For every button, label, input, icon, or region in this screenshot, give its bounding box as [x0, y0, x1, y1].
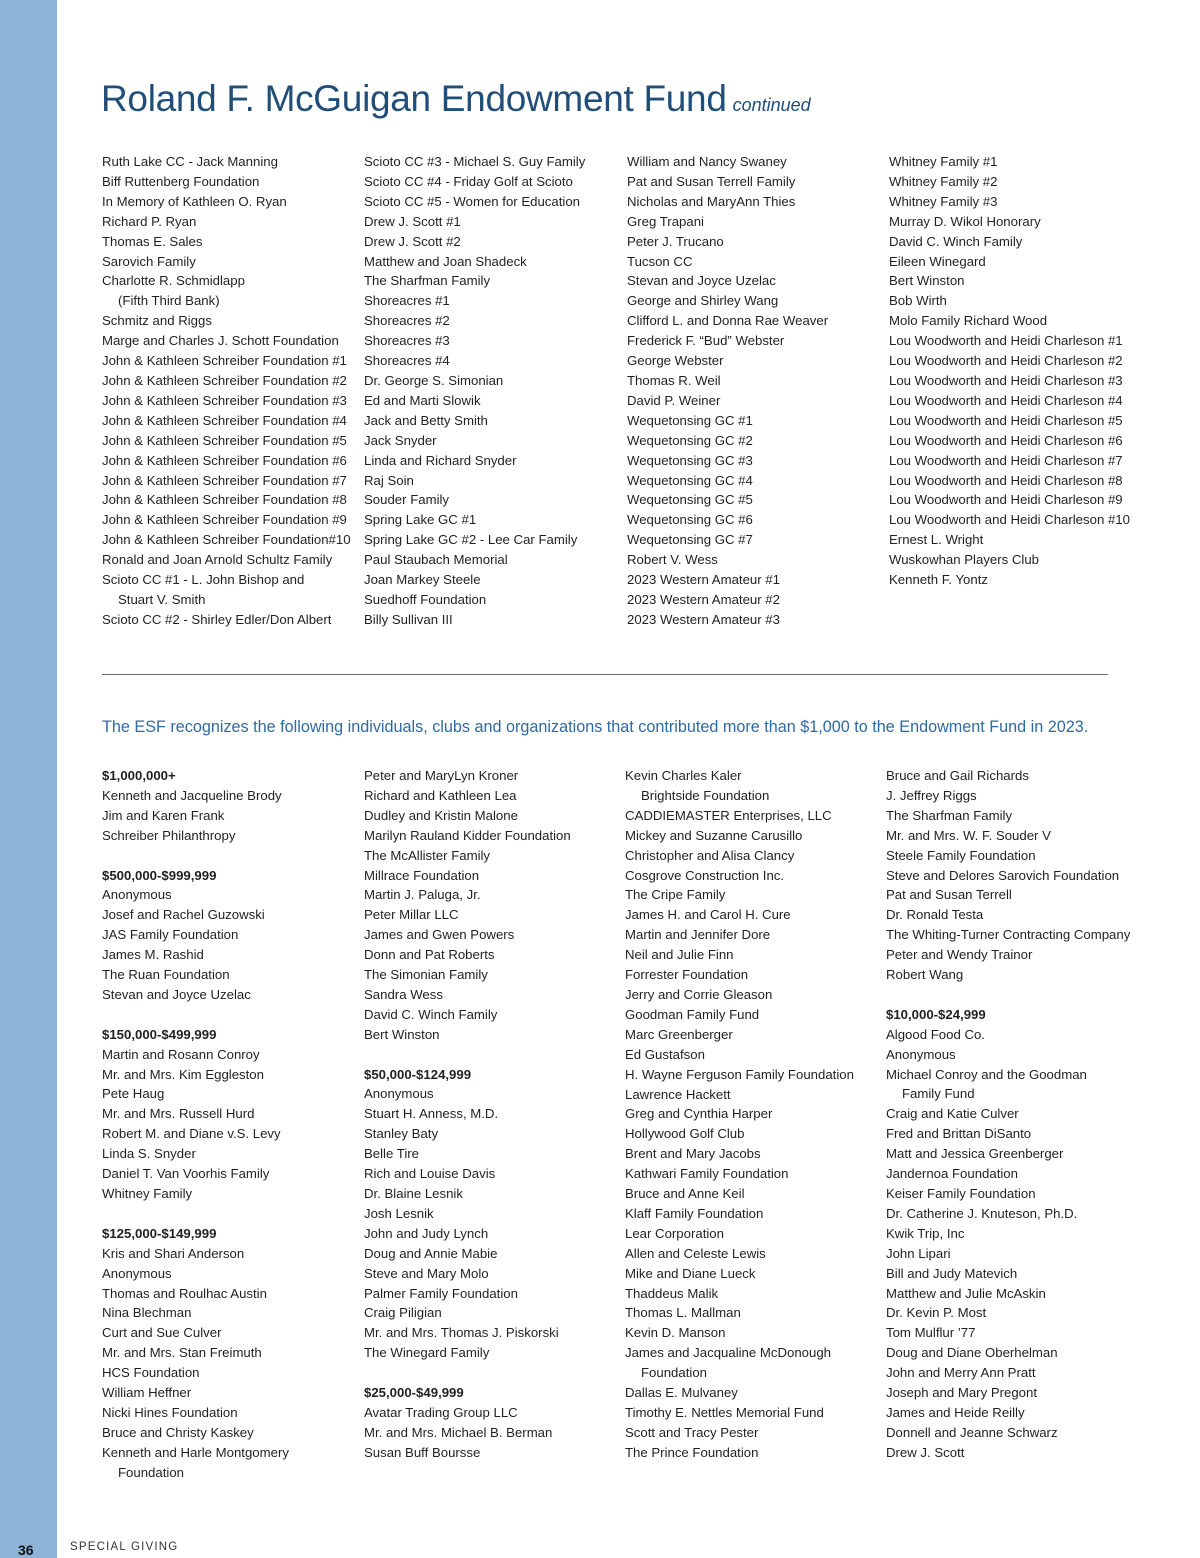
donor-name: John & Kathleen Schreiber Foundation #8: [102, 492, 347, 508]
donor-name: Scioto CC #1 - L. John Bishop and: [102, 572, 305, 588]
spacer: [364, 1045, 622, 1065]
donor-name: Kenneth F. Yontz: [889, 572, 988, 588]
donor-name: Schmitz and Riggs: [102, 313, 212, 329]
donor-name: William Heffner: [102, 1385, 192, 1401]
donor-name: Marilyn Rauland Kidder Foundation: [364, 827, 571, 843]
donor-name: Curt and Sue Culver: [102, 1325, 222, 1341]
donor-name: Paul Staubach Memorial: [364, 552, 508, 568]
donor-name: Kevin D. Manson: [625, 1325, 726, 1341]
donor-name: CADDIEMASTER Enterprises, LLC: [625, 807, 832, 823]
donor-name: James and Heide Reilly: [886, 1404, 1025, 1420]
donor-name: George and Shirley Wang: [627, 293, 779, 309]
donor-name: 2023 Western Amateur #3: [627, 611, 780, 627]
donor-name: Billy Sullivan III: [364, 611, 453, 627]
donor-name: JAS Family Foundation: [102, 927, 239, 943]
donor-name: Mr. and Mrs. Michael B. Berman: [364, 1424, 553, 1440]
page-title: [101, 78, 811, 120]
donor-name: John & Kathleen Schreiber Foundation #9: [102, 512, 347, 528]
donor-name: Belle Tire: [364, 1146, 419, 1162]
donor-name: Shoreacres #4: [364, 353, 450, 369]
donor-name: Frederick F. “Bud” Webster: [627, 333, 785, 349]
donor-name: Matthew and Julie McAskin: [886, 1285, 1046, 1301]
donor-name: Whitney Family #1: [889, 154, 998, 169]
donor-name: James M. Rashid: [102, 947, 204, 963]
donor-name: Algood Food Co.: [886, 1026, 985, 1042]
donor-name: Dallas E. Mulvaney: [625, 1385, 738, 1401]
donor-name: Scioto CC #4 - Friday Golf at Scioto: [364, 173, 573, 189]
donor-name: Dudley and Kristin Malone: [364, 807, 518, 823]
donor-name: Wuskowhan Players Club: [889, 552, 1040, 568]
donor-name: Whitney Family #2: [889, 173, 998, 189]
donor-name: Clifford L. and Donna Rae Weaver: [627, 313, 829, 329]
donor-name: Pat and Susan Terrell Family: [627, 173, 796, 189]
donor-name: Brent and Mary Jacobs: [625, 1146, 761, 1162]
donor-name: Steve and Delores Sarovich Foundation: [886, 867, 1120, 883]
donor-name: John & Kathleen Schreiber Foundation #6: [102, 452, 347, 468]
donor-name: Wequetonsing GC #3: [627, 452, 753, 468]
donor-name: Lou Woodworth and Heidi Charleson #7: [889, 452, 1123, 468]
donor-name: Family Fund: [902, 1086, 975, 1102]
donor-name: John & Kathleen Schreiber Foundation #3: [102, 392, 347, 408]
donor-name: Foundation: [118, 1464, 184, 1480]
donor-name: Lou Woodworth and Heidi Charleson #9: [889, 492, 1123, 508]
donor-name: Whitney Family #3: [889, 193, 998, 209]
donor-name: Wequetonsing GC #1: [627, 412, 753, 428]
donor-name: Sarovich Family: [102, 253, 196, 269]
donor-name: Craig Piligian: [364, 1305, 442, 1321]
spacer: [102, 1005, 360, 1025]
donor-name: Avatar Trading Group LLC: [364, 1404, 518, 1420]
donor-name: Joan Markey Steele: [364, 572, 481, 588]
donor-name: Bruce and Anne Keil: [625, 1186, 745, 1202]
section-divider: [102, 674, 1108, 675]
donor-name: Greg and Cynthia Harper: [625, 1106, 773, 1122]
donor-name: Donnell and Jeanne Schwarz: [886, 1424, 1058, 1440]
donor-name: Linda and Richard Snyder: [364, 452, 517, 468]
donor-name: Linda S. Snyder: [102, 1146, 196, 1162]
donor-name: Scioto CC #3 - Michael S. Guy Family: [364, 154, 586, 169]
donor-name: Kathwari Family Foundation: [625, 1166, 789, 1182]
donor-name: Marc Greenberger: [625, 1026, 733, 1042]
contributors-column-2: [364, 766, 622, 1463]
donor-name: Steve and Mary Molo: [364, 1265, 489, 1281]
donor-name: Spring Lake GC #2 - Lee Car Family: [364, 532, 578, 548]
donor-name: Cosgrove Construction Inc.: [625, 867, 785, 883]
donor-name: Anonymous: [102, 1265, 172, 1281]
donor-name: Dr. George S. Simonian: [364, 372, 504, 388]
donor-name: Stuart H. Anness, M.D.: [364, 1106, 499, 1122]
tier-heading: $10,000-$24,999: [886, 1006, 986, 1022]
donor-name: Matthew and Joan Shadeck: [364, 253, 527, 269]
donor-name: Dr. Blaine Lesnik: [364, 1186, 463, 1202]
donor-name: Daniel T. Van Voorhis Family: [102, 1166, 270, 1182]
donor-name: Brightside Foundation: [641, 787, 770, 803]
donor-name: Ed Gustafson: [625, 1046, 705, 1062]
donor-name: Martin J. Paluga, Jr.: [364, 887, 481, 903]
donor-name: Pete Haug: [102, 1086, 165, 1102]
donor-name: Bert Winston: [364, 1026, 440, 1042]
donor-name: Lou Woodworth and Heidi Charleson #10: [889, 512, 1130, 528]
donor-name: Kenneth and Harle Montgomery: [102, 1444, 289, 1460]
donor-name: Spring Lake GC #1: [364, 512, 477, 528]
donor-name: Foundation: [641, 1365, 707, 1381]
donor-name: Scioto CC #2 - Shirley Edler/Don Albert: [102, 611, 332, 627]
donor-name: Peter and MaryLyn Kroner: [364, 768, 519, 783]
donor-name: Bert Winston: [889, 273, 965, 289]
donor-name: Greg Trapani: [627, 213, 704, 229]
donor-name: Suedhoff Foundation: [364, 591, 487, 607]
donor-name: Matt and Jessica Greenberger: [886, 1146, 1064, 1162]
donor-name: Kris and Shari Anderson: [102, 1245, 245, 1261]
donor-name: John & Kathleen Schreiber Foundation #2: [102, 372, 347, 388]
donor-name: Nicki Hines Foundation: [102, 1404, 238, 1420]
fund-list-column-2: [364, 152, 622, 630]
donor-name: Bill and Judy Matevich: [886, 1265, 1018, 1281]
donor-name: Steele Family Foundation: [886, 847, 1036, 863]
donor-name: Sandra Wess: [364, 986, 443, 1002]
donor-name: Thomas E. Sales: [102, 233, 203, 249]
donor-name: Wequetonsing GC #6: [627, 512, 753, 528]
donor-name: Kenneth and Jacqueline Brody: [102, 787, 282, 803]
donor-name: Ruth Lake CC - Jack Manning: [102, 154, 278, 169]
donor-name: Wequetonsing GC #5: [627, 492, 753, 508]
donor-name: The McAllister Family: [364, 847, 491, 863]
donor-name: John & Kathleen Schreiber Foundation #7: [102, 472, 347, 488]
donor-name: Lawrence Hackett: [625, 1086, 731, 1102]
donor-name: (Fifth Third Bank): [118, 293, 220, 309]
donor-name: The Sharfman Family: [886, 807, 1013, 823]
donor-name: John & Kathleen Schreiber Foundation #1: [102, 353, 347, 369]
fund-list-column-3: [627, 152, 885, 630]
donor-name: James and Gwen Powers: [364, 927, 515, 943]
donor-name: Shoreacres #1: [364, 293, 450, 309]
donor-name: The Winegard Family: [364, 1345, 490, 1361]
donor-name: Souder Family: [364, 492, 450, 508]
donor-name: Wequetonsing GC #4: [627, 472, 753, 488]
donor-name: Craig and Katie Culver: [886, 1106, 1019, 1122]
donor-name: Anonymous: [102, 887, 172, 903]
donor-name: The Ruan Foundation: [102, 967, 230, 983]
donor-name: Schreiber Philanthropy: [102, 827, 236, 843]
spacer: [364, 1363, 622, 1383]
contributors-column-3: [625, 766, 883, 1463]
title-continued: continued: [732, 95, 811, 115]
tier-heading: $1,000,000+: [102, 768, 176, 783]
donor-name: James H. and Carol H. Cure: [625, 907, 791, 923]
donor-name: Pat and Susan Terrell: [886, 887, 1012, 903]
donor-name: J. Jeffrey Riggs: [886, 787, 977, 803]
donor-name: 2023 Western Amateur #2: [627, 591, 780, 607]
donor-name: Stuart V. Smith: [118, 591, 206, 607]
donor-name: John and Judy Lynch: [364, 1225, 489, 1241]
donor-name: In Memory of Kathleen O. Ryan: [102, 193, 287, 209]
donor-name: Martin and Jennifer Dore: [625, 927, 771, 943]
donor-name: Drew J. Scott #2: [364, 233, 461, 249]
section-label: SPECIAL GIVING: [70, 1541, 179, 1553]
donor-name: Thomas L. Mallman: [625, 1305, 741, 1321]
donor-name: Lou Woodworth and Heidi Charleson #5: [889, 412, 1123, 428]
donor-name: Hollywood Golf Club: [625, 1126, 745, 1142]
donor-name: Drew J. Scott #1: [364, 213, 461, 229]
donor-name: Ed and Marti Slowik: [364, 392, 481, 408]
donor-name: HCS Foundation: [102, 1365, 200, 1381]
donor-name: George Webster: [627, 353, 724, 369]
donor-name: Thomas R. Weil: [627, 372, 721, 388]
donor-name: Lear Corporation: [625, 1225, 724, 1241]
donor-name: Michael Conroy and the Goodman: [886, 1066, 1087, 1082]
donor-name: Robert Wang: [886, 967, 964, 983]
tier-heading: $500,000-$999,999: [102, 867, 217, 883]
donor-name: Richard P. Ryan: [102, 213, 197, 229]
donor-name: The Simonian Family: [364, 967, 488, 983]
donor-name: Martin and Rosann Conroy: [102, 1046, 260, 1062]
donor-name: The Prince Foundation: [625, 1444, 759, 1460]
donor-name: Stevan and Joyce Uzelac: [102, 986, 251, 1002]
donor-name: Wequetonsing GC #7: [627, 532, 753, 548]
tier-heading: $125,000-$149,999: [102, 1225, 217, 1241]
donor-name: H. Wayne Ferguson Family Foundation: [625, 1066, 854, 1082]
donor-name: Charlotte R. Schmidlapp: [102, 273, 245, 289]
contributors-column-1: [102, 766, 360, 1483]
donor-name: Dr. Catherine J. Knuteson, Ph.D.: [886, 1205, 1078, 1221]
donor-name: Susan Buff Boursse: [364, 1444, 481, 1460]
donor-name: The Whiting-Turner Contracting Company: [886, 927, 1131, 943]
donor-name: Wequetonsing GC #2: [627, 432, 753, 448]
donor-name: Scott and Tracy Pester: [625, 1424, 759, 1440]
donor-name: Peter J. Trucano: [627, 233, 724, 249]
tier-heading: $25,000-$49,999: [364, 1385, 464, 1401]
donor-name: David C. Winch Family: [364, 1006, 498, 1022]
donor-name: Bruce and Gail Richards: [886, 768, 1029, 783]
donor-name: Jandernoa Foundation: [886, 1166, 1018, 1182]
donor-name: Millrace Foundation: [364, 867, 480, 883]
donor-name: Klaff Family Foundation: [625, 1205, 764, 1221]
donor-name: Kevin Charles Kaler: [625, 768, 742, 783]
donor-name: Mr. and Mrs. Kim Eggleston: [102, 1066, 264, 1082]
donor-name: Robert M. and Diane v.S. Levy: [102, 1126, 281, 1142]
donor-name: Jerry and Corrie Gleason: [625, 986, 773, 1002]
donor-name: Thomas and Roulhac Austin: [102, 1285, 267, 1301]
donor-name: Scioto CC #5 - Women for Education: [364, 193, 580, 209]
donor-name: Jim and Karen Frank: [102, 807, 225, 823]
donor-name: Allen and Celeste Lewis: [625, 1245, 766, 1261]
donor-name: Josh Lesnik: [364, 1205, 434, 1221]
donor-name: Lou Woodworth and Heidi Charleson #4: [889, 392, 1123, 408]
donor-name: Nicholas and MaryAnn Thies: [627, 193, 796, 209]
donor-name: Eileen Winegard: [889, 253, 986, 269]
donor-name: Donn and Pat Roberts: [364, 947, 495, 963]
donor-name: Stevan and Joyce Uzelac: [627, 273, 776, 289]
contributors-column-4: [886, 766, 1144, 1463]
donor-name: Fred and Brittan DiSanto: [886, 1126, 1032, 1142]
donor-name: Shoreacres #3: [364, 333, 450, 349]
donor-name: Biff Ruttenberg Foundation: [102, 173, 260, 189]
donor-name: Thaddeus Malik: [625, 1285, 719, 1301]
donor-name: Tucson CC: [627, 253, 693, 269]
donor-name: John & Kathleen Schreiber Foundation #4: [102, 412, 347, 428]
donor-name: Neil and Julie Finn: [625, 947, 734, 963]
donor-name: Lou Woodworth and Heidi Charleson #6: [889, 432, 1123, 448]
page-number: 36: [18, 1542, 34, 1558]
donor-name: Palmer Family Foundation: [364, 1285, 518, 1301]
donor-name: Lou Woodworth and Heidi Charleson #2: [889, 353, 1123, 369]
donor-name: Richard and Kathleen Lea: [364, 787, 517, 803]
donor-name: Whitney Family: [102, 1186, 193, 1201]
donor-name: Doug and Diane Oberhelman: [886, 1345, 1058, 1361]
donor-name: Rich and Louise Davis: [364, 1166, 496, 1182]
title-text: Roland F. McGuigan Endowment Fund: [101, 78, 727, 119]
donor-name: Molo Family Richard Wood: [889, 313, 1048, 329]
donor-name: Mr. and Mrs. Thomas J. Piskorski: [364, 1325, 559, 1341]
donor-name: Kwik Trip, Inc: [886, 1225, 965, 1241]
spacer: [102, 1204, 360, 1224]
donor-name: William and Nancy Swaney: [627, 154, 787, 169]
donor-name: Dr. Ronald Testa: [886, 907, 984, 923]
donor-name: Lou Woodworth and Heidi Charleson #3: [889, 372, 1123, 388]
tier-heading: $150,000-$499,999: [102, 1026, 217, 1042]
donor-name: Marge and Charles J. Schott Foundation: [102, 333, 339, 349]
spacer: [886, 985, 1144, 1005]
spacer: [102, 846, 360, 866]
donor-name: James and Jacqualine McDonough: [625, 1345, 831, 1361]
donor-name: Shoreacres #2: [364, 313, 450, 329]
donor-name: John & Kathleen Schreiber Foundation #5: [102, 432, 347, 448]
fund-list-column-4: [889, 152, 1147, 590]
donor-name: Timothy E. Nettles Memorial Fund: [625, 1405, 824, 1420]
contributors-intro: The ESF recognizes the following individuals, clubs and organizations that contributed more than $1,000 to the Endowment Fund in 2023.: [102, 718, 1089, 736]
donor-name: David P. Weiner: [627, 392, 721, 408]
donor-name: Christopher and Alisa Clancy: [625, 847, 795, 863]
donor-name: Nina Blechman: [102, 1305, 192, 1321]
donor-name: Mr. and Mrs. Stan Freimuth: [102, 1345, 262, 1361]
donor-name: The Sharfman Family: [364, 273, 491, 289]
donor-name: Bruce and Christy Kaskey: [102, 1424, 254, 1440]
donor-name: Jack Snyder: [364, 432, 437, 448]
side-accent-strip: [0, 0, 57, 1558]
donor-name: Mike and Diane Lueck: [625, 1265, 756, 1281]
fund-list-column-1: [102, 152, 360, 630]
donor-name: Jack and Betty Smith: [364, 412, 488, 428]
donor-name: The Cripe Family: [625, 887, 726, 903]
donor-name: Lou Woodworth and Heidi Charleson #8: [889, 472, 1123, 488]
tier-heading: $50,000-$124,999: [364, 1066, 472, 1082]
donor-name: Mr. and Mrs. Russell Hurd: [102, 1106, 255, 1122]
donor-name: Mickey and Suzanne Carusillo: [625, 827, 803, 843]
donor-name: Lou Woodworth and Heidi Charleson #1: [889, 333, 1123, 349]
donor-name: David C. Winch Family: [889, 233, 1023, 249]
donor-name: Keiser Family Foundation: [886, 1186, 1036, 1202]
donor-name: Bob Wirth: [889, 293, 947, 309]
donor-name: Murray D. Wikol Honorary: [889, 213, 1041, 229]
donor-name: Robert V. Wess: [627, 552, 718, 568]
donor-name: Mr. and Mrs. W. F. Souder V: [886, 827, 1051, 843]
donor-name: John Lipari: [886, 1245, 951, 1261]
donor-name: Goodman Family Fund: [625, 1006, 760, 1022]
donor-name: Josef and Rachel Guzowski: [102, 907, 265, 923]
donor-name: Drew J. Scott: [886, 1444, 965, 1460]
donor-name: Raj Soin: [364, 472, 414, 488]
donor-name: Ronald and Joan Arnold Schultz Family: [102, 552, 333, 568]
donor-name: Forrester Foundation: [625, 967, 749, 983]
donor-name: John and Merry Ann Pratt: [886, 1365, 1036, 1381]
donor-name: Anonymous: [886, 1046, 956, 1062]
donor-name: John & Kathleen Schreiber Foundation#10: [102, 532, 351, 548]
donor-name: Peter and Wendy Trainor: [886, 947, 1033, 963]
donor-name: Anonymous: [364, 1086, 434, 1102]
donor-name: Peter Millar LLC: [364, 907, 459, 923]
donor-name: Stanley Baty: [364, 1126, 439, 1142]
donor-name: Ernest L. Wright: [889, 532, 984, 548]
donor-name: Dr. Kevin P. Most: [886, 1305, 987, 1321]
donor-name: 2023 Western Amateur #1: [627, 572, 780, 588]
donor-name: Tom Mulflur ’77: [886, 1325, 976, 1341]
donor-name: Joseph and Mary Pregont: [886, 1385, 1038, 1401]
donor-name: Doug and Annie Mabie: [364, 1245, 498, 1261]
